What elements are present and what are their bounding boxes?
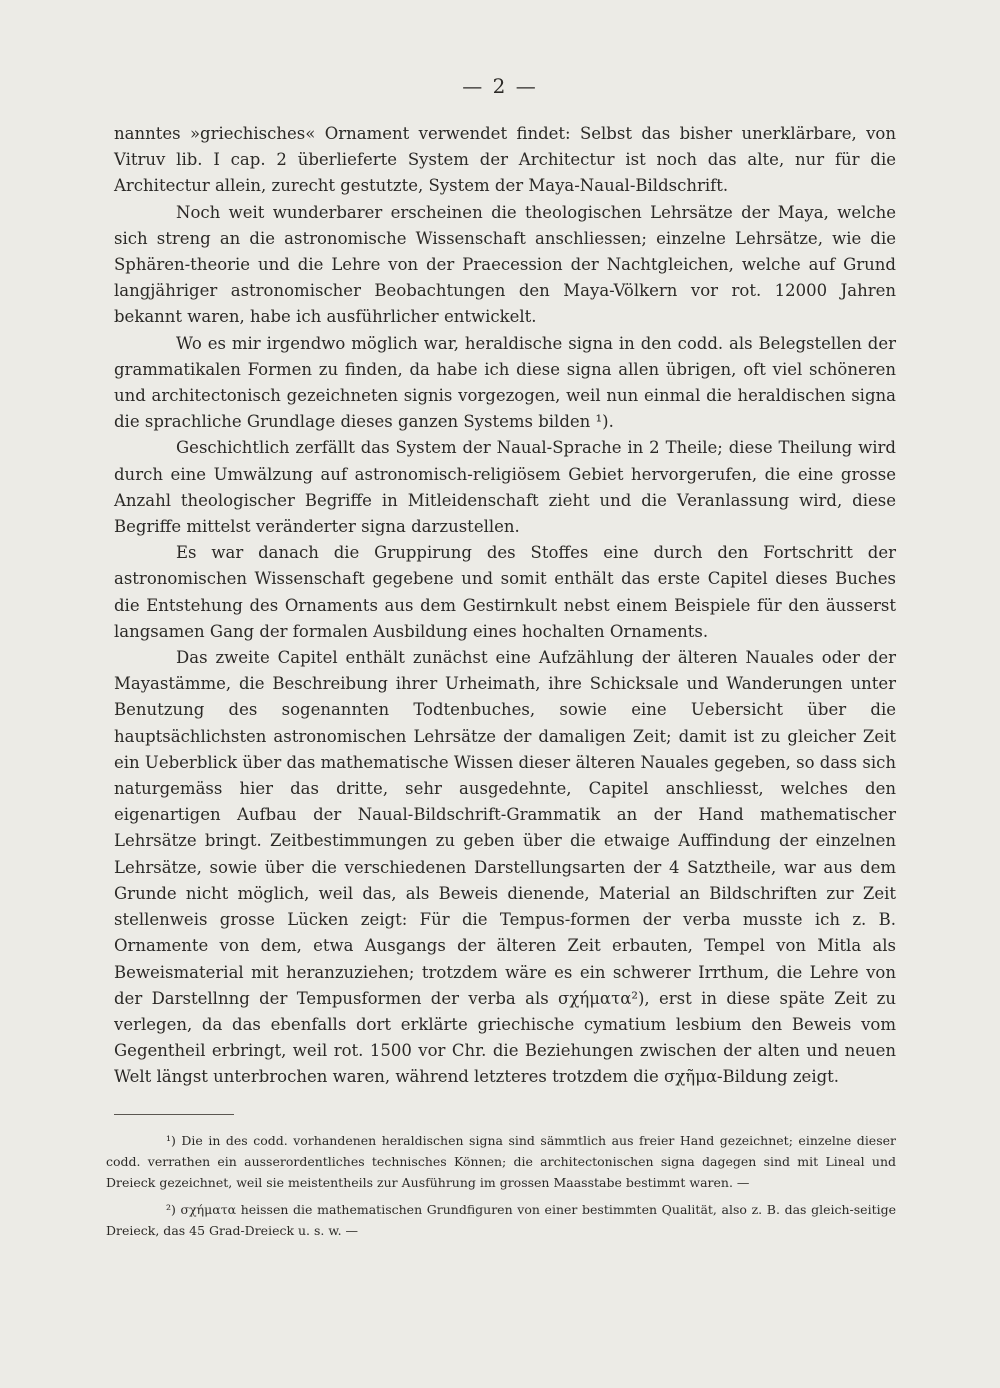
- paragraph: Noch weit wunderbarer erscheinen die theologischen Lehrsätze der Maya, welche sich streng an die astronomische Wissenschaft anschliessen; einzelne Lehrsätze, wie die Sphären-theorie und die Lehre von der Praecession der Nachtgleichen, welche auf Grund langjähriger astronomischer Beobachtungen den Maya-Völkern vor rot. 12000 Jahren bekannt waren, habe ich ausführlicher entwickelt.: [114, 202, 896, 327]
- footnotes: [106, 1130, 896, 1247]
- paragraph: Das zweite Capitel enthält zunächst eine Aufzählung der älteren Nauales oder der Mayastämme, die Beschreibung ihrer Urheimath, ihre Schicksale und Wanderungen unter Benutzung des sogenannten Todtenbuches, sowie eine Uebersicht über die hauptsächlichsten astronomischen Lehrsätze der damaligen Zeit; damit ist zu gleicher Zeit ein Ueberblick über das mathematische Wissen dieser älteren Nauales gegeben, so dass sich naturgemäss hier das dritte, sehr ausgedehnte, Capitel anschliesst, welches den eigenartigen Aufbau der Naual-Bildschrift-Grammatik an der Hand mathematischer Lehrsätze bringt. Zeitbestimmungen zu geben über die etwaige Auffindung der einzelnen Lehrsätze, sowie über die verschiedenen Darstellungsarten der 4 Satztheile, war aus dem Grunde nicht möglich, weil das, als Beweis dienende, Material an Bildschriften zur Zeit stellenweis grosse Lücken zeigt: Für die Tempus-formen der verba musste ich z. B. Ornamente von dem, etwa Ausgangs der älteren Zeit erbauten, Tempel von Mitla als Beweismaterial mit heranzuziehen; trotzdem wäre es ein schwerer Irrthum, die Lehre von der Darstellnng der Tempusformen der verba als σχήματα²), erst in diese späte Zeit zu verlegen, da das ebenfalls dort erklärte griechische cymatium lesbium den Beweis vom Gegentheil erbringt, weil rot. 1500 vor Chr. die Beziehungen zwischen der alten und neuen Welt längst unterbrochen waren, während letzteres trotzdem die σχῆμα-Bildung zeigt.: [114, 648, 896, 1087]
- page-number: — 2 —: [462, 74, 538, 98]
- footnote: ²) σχήματα heissen die mathematischen Grundfiguren von einer bestimmten Qualität, also z. B. das gleich-seitige Dreieck, das 45 Grad-Dreieck u. s. w. —: [106, 1202, 896, 1238]
- paragraph: Es war danach die Gruppirung des Stoffes eine durch den Fortschritt der astronomischen Wissenschaft gegebene und somit enthält das erste Capitel dieses Buches die Entstehung des Ornaments aus dem Gestirnkult nebst einem Beispiele für den äusserst langsamen Gang der formalen Ausbildung eines hochalten Ornaments.: [114, 543, 896, 641]
- paragraph: Wo es mir irgendwo möglich war, heraldische signa in den codd. als Belegstellen der grammatikalen Formen zu finden, da habe ich diese signa allen übrigen, oft viel schöneren und architectonisch gezeichneten signis vorgezogen, weil nun einmal die heraldischen signa die sprachliche Grundlage dieses ganzen Systems bilden ¹).: [114, 333, 896, 432]
- footnote-divider: [114, 1114, 234, 1115]
- footnote: ¹) Die in des codd. vorhandenen heraldischen signa sind sämmtlich aus freier Hand gezeichnet; einzelne dieser codd. verrathen ein ausserordentliches technisches Können; die architectonischen signa dagegen sind mit Lineal und Dreieck gezeichnet, weil sie meistentheils zur Ausführung im grossen Maasstabe bestimmt waren. —: [106, 1133, 896, 1190]
- paragraph: nanntes »griechisches« Ornament verwendet findet: Selbst das bisher unerklärbare, von Vitruv lib. I cap. 2 überlieferte System der Architectur ist noch das alte, nur für die Architectur allein, zurecht gestutzte, System der Maya-Naual-Bildschrift.: [114, 124, 896, 196]
- paragraph: Geschichtlich zerfällt das System der Naual-Sprache in 2 Theile; diese Theilung wird durch eine Umwälzung auf astronomisch-religiösem Gebiet hervorgerufen, die eine grosse Anzahl theologischer Begriffe in Mitleidenschaft zieht und die Veranlassung wird, diese Begriffe mittelst veränderter signa darzustellen.: [114, 438, 896, 537]
- body-text: [114, 121, 896, 1091]
